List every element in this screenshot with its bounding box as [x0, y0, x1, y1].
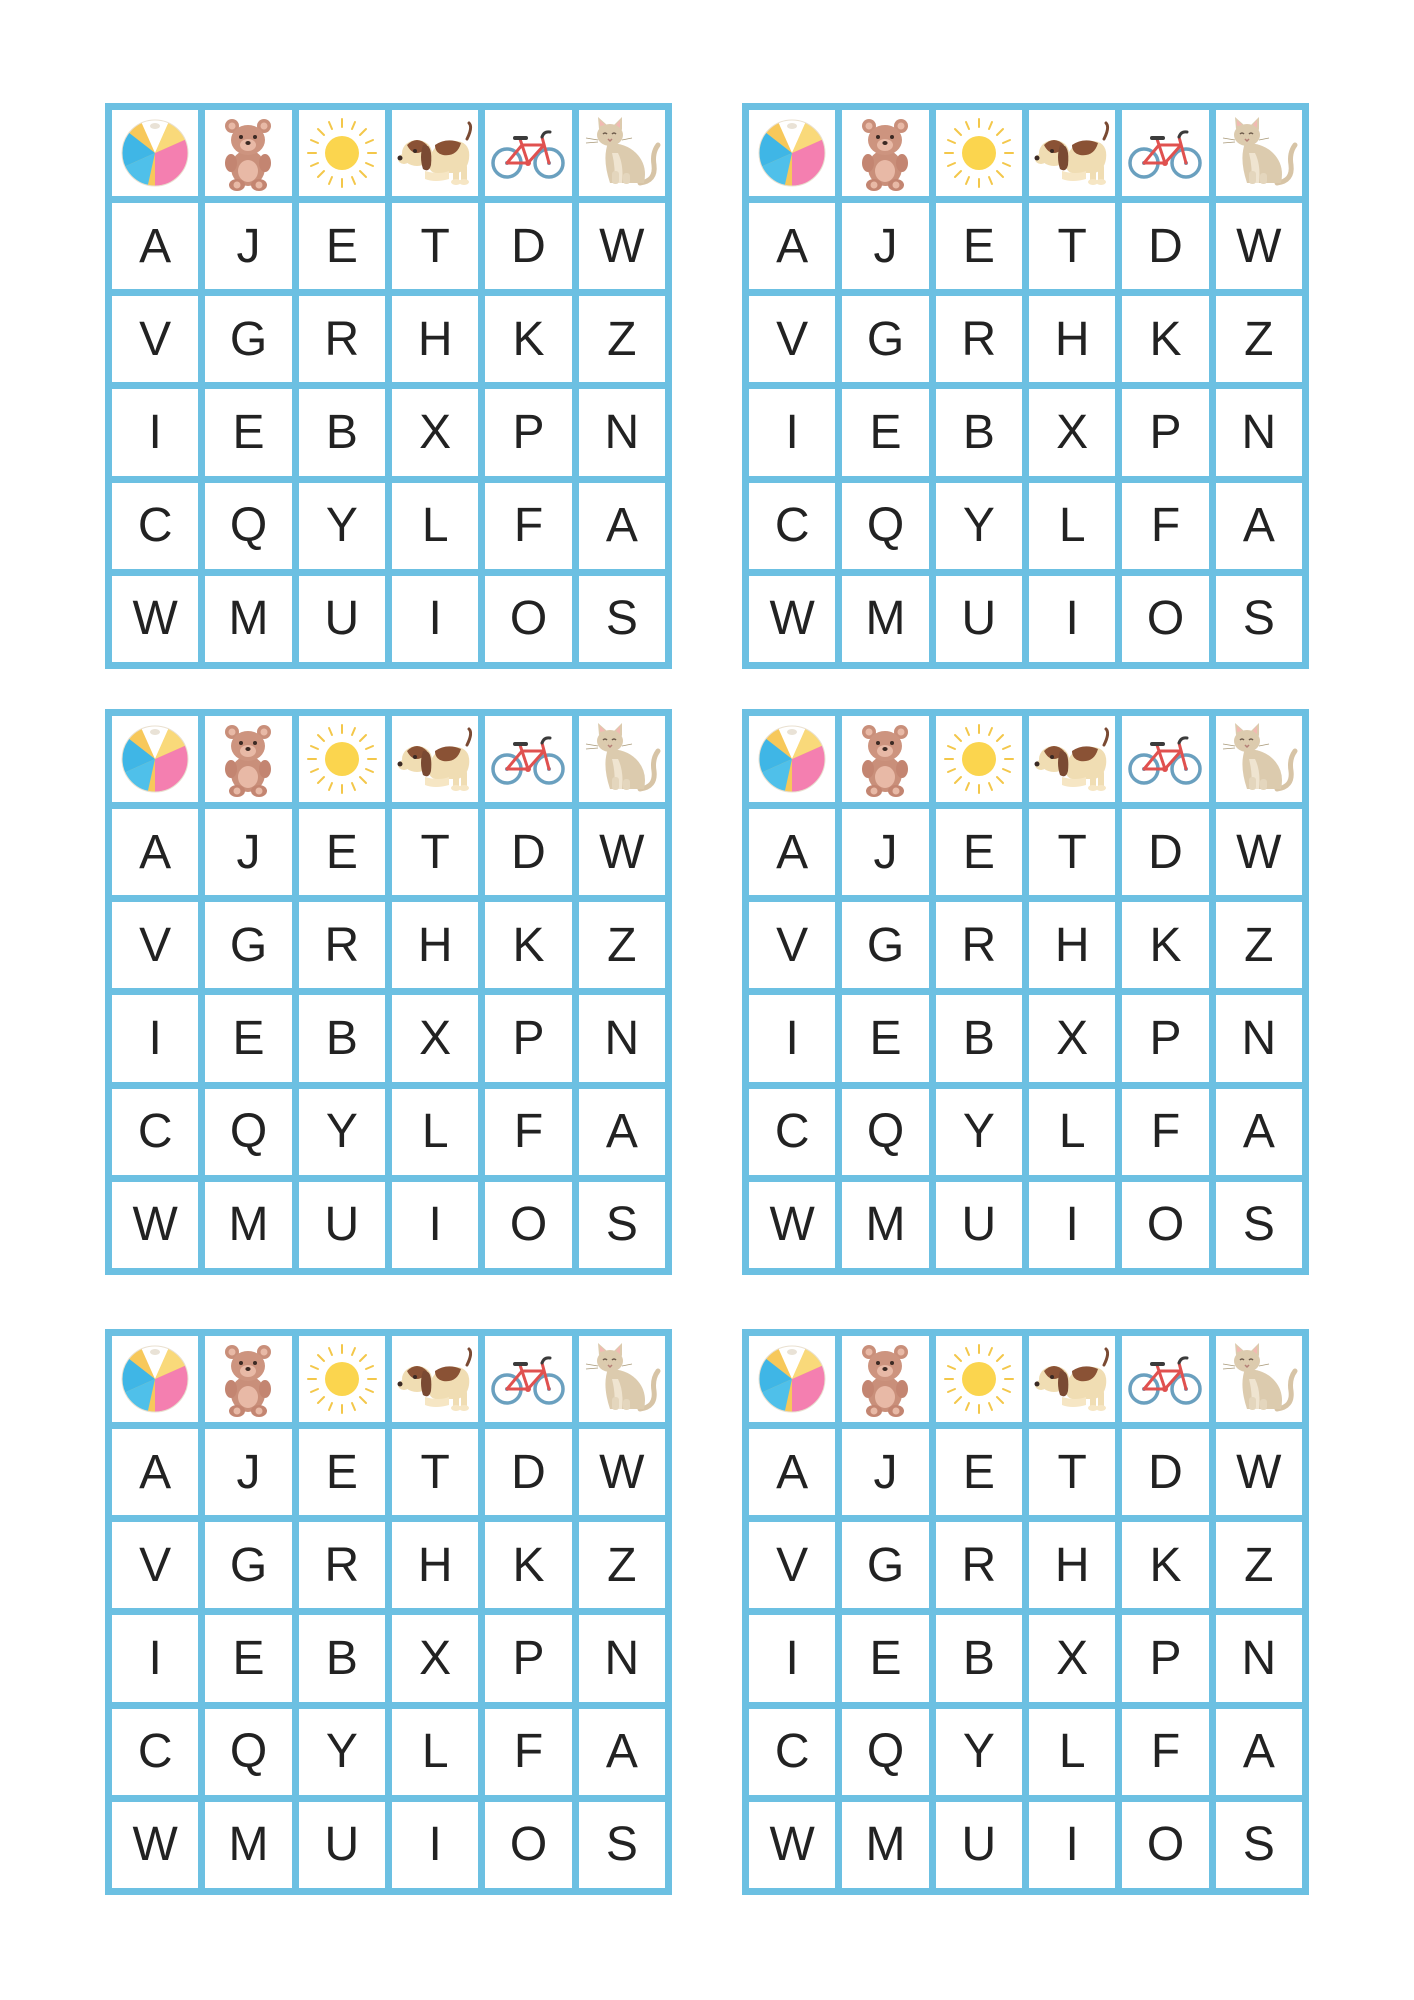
dog-icon	[1032, 113, 1112, 193]
picture-cell	[112, 716, 198, 802]
picture-cell	[1216, 716, 1302, 802]
letter-cell: W	[749, 1802, 835, 1888]
letter-cell: I	[1029, 1802, 1115, 1888]
letter-cell: O	[1122, 1802, 1208, 1888]
letter-cell: J	[842, 203, 928, 289]
picture-cell	[1029, 716, 1115, 802]
letter-cell: W	[112, 576, 198, 662]
picture-cell	[842, 1336, 928, 1422]
letter-cell: Y	[299, 1089, 385, 1175]
letter-cell: B	[936, 389, 1022, 475]
letter-cell: W	[112, 1802, 198, 1888]
letter-cell: W	[749, 1182, 835, 1268]
letter-cell: Z	[1216, 296, 1302, 382]
dog-icon	[395, 113, 475, 193]
picture-cell	[485, 110, 571, 196]
letter-cell: T	[1029, 1429, 1115, 1515]
letter-cell: P	[1122, 1615, 1208, 1701]
letter-cell: T	[1029, 809, 1115, 895]
letter-cell: R	[936, 1522, 1022, 1608]
letter-cell: R	[299, 1522, 385, 1608]
picture-cell	[936, 716, 1022, 802]
letter-cell: I	[749, 1615, 835, 1701]
teddy-bear-icon	[845, 113, 925, 193]
letter-cell: A	[112, 203, 198, 289]
letter-cell: S	[1216, 1802, 1302, 1888]
letter-cell: A	[1216, 483, 1302, 569]
letter-cell: I	[392, 1182, 478, 1268]
letter-cell: C	[112, 1709, 198, 1795]
letter-cell: Q	[842, 1089, 928, 1175]
letter-cell: W	[1216, 1429, 1302, 1515]
letter-cell: P	[485, 995, 571, 1081]
letter-cell: X	[392, 1615, 478, 1701]
sun-icon	[302, 719, 382, 799]
letter-cell: A	[112, 809, 198, 895]
beach-ball-icon	[115, 1339, 195, 1419]
picture-cell	[842, 110, 928, 196]
bicycle-icon	[488, 113, 568, 193]
sun-icon	[939, 113, 1019, 193]
letter-cell: N	[579, 995, 665, 1081]
cat-icon	[1219, 113, 1299, 193]
letter-cell: I	[392, 1802, 478, 1888]
letter-cell: L	[1029, 1709, 1115, 1795]
picture-cell	[392, 716, 478, 802]
picture-cell	[579, 1336, 665, 1422]
letter-cell: A	[579, 1089, 665, 1175]
letter-cell: R	[299, 296, 385, 382]
letter-cell: C	[112, 1089, 198, 1175]
letter-cell: I	[112, 389, 198, 475]
letter-cell: K	[1122, 296, 1208, 382]
letter-cell: J	[205, 809, 291, 895]
picture-cell	[1029, 1336, 1115, 1422]
letter-cell: B	[299, 1615, 385, 1701]
letter-cell: J	[205, 203, 291, 289]
letter-cell: G	[842, 296, 928, 382]
letter-cell: E	[205, 995, 291, 1081]
letter-cell: O	[1122, 576, 1208, 662]
letter-cell: P	[1122, 389, 1208, 475]
beach-ball-icon	[752, 1339, 832, 1419]
letter-cell: C	[749, 483, 835, 569]
cat-icon	[582, 113, 662, 193]
letter-cell: R	[299, 902, 385, 988]
picture-cell	[1029, 110, 1115, 196]
picture-cell	[1216, 1336, 1302, 1422]
letter-cell: V	[749, 1522, 835, 1608]
letter-cell: E	[936, 203, 1022, 289]
letter-cell: M	[842, 1182, 928, 1268]
letter-cell: T	[392, 203, 478, 289]
letter-cell: G	[205, 902, 291, 988]
letter-cell: N	[1216, 1615, 1302, 1701]
letter-cell: A	[579, 483, 665, 569]
bingo-card	[105, 709, 672, 1275]
letter-cell: A	[112, 1429, 198, 1515]
letter-cell: F	[485, 483, 571, 569]
letter-cell: Z	[579, 296, 665, 382]
sun-icon	[939, 1339, 1019, 1419]
bicycle-icon	[1125, 1339, 1205, 1419]
letter-cell: I	[112, 1615, 198, 1701]
letter-cell: H	[1029, 902, 1115, 988]
teddy-bear-icon	[845, 1339, 925, 1419]
letter-cell: E	[842, 995, 928, 1081]
picture-cell	[1122, 1336, 1208, 1422]
picture-cell	[485, 716, 571, 802]
cat-icon	[582, 1339, 662, 1419]
beach-ball-icon	[752, 719, 832, 799]
letter-cell: I	[749, 995, 835, 1081]
letter-cell: R	[936, 296, 1022, 382]
letter-cell: V	[749, 296, 835, 382]
letter-cell: F	[1122, 483, 1208, 569]
letter-cell: Q	[205, 1089, 291, 1175]
letter-cell: N	[579, 1615, 665, 1701]
picture-cell	[299, 110, 385, 196]
picture-cell	[299, 1336, 385, 1422]
letter-cell: A	[579, 1709, 665, 1795]
letter-cell: Q	[205, 483, 291, 569]
letter-cell: E	[299, 809, 385, 895]
letter-cell: B	[936, 995, 1022, 1081]
letter-cell: W	[112, 1182, 198, 1268]
letter-cell: K	[1122, 902, 1208, 988]
letter-cell: M	[205, 1802, 291, 1888]
picture-cell	[936, 1336, 1022, 1422]
letter-cell: W	[579, 1429, 665, 1515]
letter-cell: A	[749, 809, 835, 895]
letter-cell: Z	[1216, 1522, 1302, 1608]
teddy-bear-icon	[208, 719, 288, 799]
teddy-bear-icon	[845, 719, 925, 799]
letter-cell: H	[392, 296, 478, 382]
bingo-card	[105, 103, 672, 669]
picture-cell	[749, 1336, 835, 1422]
beach-ball-icon	[752, 113, 832, 193]
letter-cell: L	[392, 483, 478, 569]
letter-cell: I	[1029, 576, 1115, 662]
teddy-bear-icon	[208, 1339, 288, 1419]
letter-cell: F	[485, 1709, 571, 1795]
letter-cell: G	[842, 902, 928, 988]
letter-cell: K	[485, 1522, 571, 1608]
letter-cell: T	[1029, 203, 1115, 289]
letter-cell: H	[392, 1522, 478, 1608]
picture-cell	[392, 110, 478, 196]
letter-cell: V	[749, 902, 835, 988]
letter-cell: L	[1029, 483, 1115, 569]
letter-cell: J	[205, 1429, 291, 1515]
letter-cell: L	[1029, 1089, 1115, 1175]
picture-cell	[485, 1336, 571, 1422]
letter-cell: D	[1122, 203, 1208, 289]
letter-cell: J	[842, 1429, 928, 1515]
letter-cell: D	[485, 203, 571, 289]
beach-ball-icon	[115, 719, 195, 799]
letter-cell: O	[485, 576, 571, 662]
cat-icon	[1219, 719, 1299, 799]
letter-cell: P	[1122, 995, 1208, 1081]
letter-cell: E	[299, 203, 385, 289]
letter-cell: S	[579, 1182, 665, 1268]
letter-cell: Y	[936, 1089, 1022, 1175]
bicycle-icon	[1125, 719, 1205, 799]
letter-cell: E	[842, 389, 928, 475]
letter-cell: Q	[205, 1709, 291, 1795]
letter-cell: D	[485, 1429, 571, 1515]
letter-cell: F	[1122, 1089, 1208, 1175]
picture-cell	[579, 110, 665, 196]
letter-cell: H	[1029, 1522, 1115, 1608]
letter-cell: D	[1122, 1429, 1208, 1515]
letter-cell: K	[1122, 1522, 1208, 1608]
letter-cell: B	[299, 389, 385, 475]
letter-cell: O	[1122, 1182, 1208, 1268]
letter-cell: N	[1216, 389, 1302, 475]
letter-cell: U	[299, 1802, 385, 1888]
letter-cell: X	[1029, 995, 1115, 1081]
letter-cell: G	[205, 296, 291, 382]
letter-cell: I	[112, 995, 198, 1081]
bicycle-icon	[488, 1339, 568, 1419]
letter-cell: A	[1216, 1089, 1302, 1175]
letter-cell: S	[579, 576, 665, 662]
picture-cell	[112, 110, 198, 196]
bingo-card	[742, 103, 1309, 669]
letter-cell: E	[842, 1615, 928, 1701]
picture-cell	[205, 110, 291, 196]
letter-cell: C	[749, 1089, 835, 1175]
letter-cell: E	[936, 1429, 1022, 1515]
picture-cell	[1122, 716, 1208, 802]
letter-cell: A	[1216, 1709, 1302, 1795]
letter-cell: V	[112, 296, 198, 382]
letter-cell: B	[299, 995, 385, 1081]
letter-cell: A	[749, 203, 835, 289]
letter-cell: H	[392, 902, 478, 988]
letter-cell: S	[579, 1802, 665, 1888]
dog-icon	[395, 719, 475, 799]
letter-cell: A	[749, 1429, 835, 1515]
letter-cell: E	[205, 1615, 291, 1701]
letter-cell: K	[485, 902, 571, 988]
letter-cell: L	[392, 1089, 478, 1175]
letter-cell: Y	[936, 483, 1022, 569]
letter-cell: G	[205, 1522, 291, 1608]
picture-cell	[112, 1336, 198, 1422]
letter-cell: C	[749, 1709, 835, 1795]
bingo-card	[742, 709, 1309, 1275]
letter-cell: W	[579, 203, 665, 289]
bicycle-icon	[488, 719, 568, 799]
letter-cell: J	[842, 809, 928, 895]
picture-cell	[579, 716, 665, 802]
letter-cell: U	[936, 1182, 1022, 1268]
letter-cell: Q	[842, 483, 928, 569]
dog-icon	[1032, 719, 1112, 799]
picture-cell	[392, 1336, 478, 1422]
dog-icon	[1032, 1339, 1112, 1419]
letter-cell: W	[1216, 809, 1302, 895]
sun-icon	[939, 719, 1019, 799]
letter-cell: W	[1216, 203, 1302, 289]
letter-cell: T	[392, 1429, 478, 1515]
letter-cell: G	[842, 1522, 928, 1608]
letter-cell: E	[936, 809, 1022, 895]
letter-cell: F	[485, 1089, 571, 1175]
letter-cell: R	[936, 902, 1022, 988]
letter-cell: W	[749, 576, 835, 662]
picture-cell	[1216, 110, 1302, 196]
letter-cell: H	[1029, 296, 1115, 382]
bicycle-icon	[1125, 113, 1205, 193]
picture-cell	[749, 110, 835, 196]
letter-cell: Y	[936, 1709, 1022, 1795]
letter-cell: C	[112, 483, 198, 569]
cat-icon	[1219, 1339, 1299, 1419]
picture-cell	[1122, 110, 1208, 196]
letter-cell: L	[392, 1709, 478, 1795]
letter-cell: N	[1216, 995, 1302, 1081]
sun-icon	[302, 1339, 382, 1419]
picture-cell	[749, 716, 835, 802]
letter-cell: I	[749, 389, 835, 475]
letter-cell: Z	[579, 902, 665, 988]
letter-cell: X	[1029, 389, 1115, 475]
beach-ball-icon	[115, 113, 195, 193]
letter-cell: E	[205, 389, 291, 475]
letter-cell: F	[1122, 1709, 1208, 1795]
letter-cell: X	[1029, 1615, 1115, 1701]
letter-cell: N	[579, 389, 665, 475]
letter-cell: V	[112, 902, 198, 988]
letter-cell: P	[485, 1615, 571, 1701]
letter-cell: X	[392, 389, 478, 475]
bingo-card	[742, 1329, 1309, 1895]
letter-cell: Z	[579, 1522, 665, 1608]
teddy-bear-icon	[208, 113, 288, 193]
letter-cell: U	[299, 576, 385, 662]
letter-cell: M	[842, 576, 928, 662]
letter-cell: T	[392, 809, 478, 895]
letter-cell: Z	[1216, 902, 1302, 988]
letter-cell: B	[936, 1615, 1022, 1701]
bingo-card	[105, 1329, 672, 1895]
letter-cell: D	[1122, 809, 1208, 895]
cat-icon	[582, 719, 662, 799]
letter-cell: M	[205, 1182, 291, 1268]
letter-cell: D	[485, 809, 571, 895]
dog-icon	[395, 1339, 475, 1419]
picture-cell	[936, 110, 1022, 196]
letter-cell: S	[1216, 576, 1302, 662]
letter-cell: S	[1216, 1182, 1302, 1268]
letter-cell: Q	[842, 1709, 928, 1795]
letter-cell: O	[485, 1182, 571, 1268]
letter-cell: V	[112, 1522, 198, 1608]
picture-cell	[299, 716, 385, 802]
letter-cell: I	[392, 576, 478, 662]
sun-icon	[302, 113, 382, 193]
picture-cell	[205, 1336, 291, 1422]
letter-cell: Y	[299, 483, 385, 569]
letter-cell: M	[205, 576, 291, 662]
letter-cell: O	[485, 1802, 571, 1888]
letter-cell: W	[579, 809, 665, 895]
letter-cell: I	[1029, 1182, 1115, 1268]
letter-cell: P	[485, 389, 571, 475]
letter-cell: X	[392, 995, 478, 1081]
letter-cell: U	[936, 1802, 1022, 1888]
picture-cell	[205, 716, 291, 802]
letter-cell: Y	[299, 1709, 385, 1795]
letter-cell: U	[936, 576, 1022, 662]
letter-cell: U	[299, 1182, 385, 1268]
picture-cell	[842, 716, 928, 802]
letter-cell: K	[485, 296, 571, 382]
letter-cell: M	[842, 1802, 928, 1888]
letter-cell: E	[299, 1429, 385, 1515]
